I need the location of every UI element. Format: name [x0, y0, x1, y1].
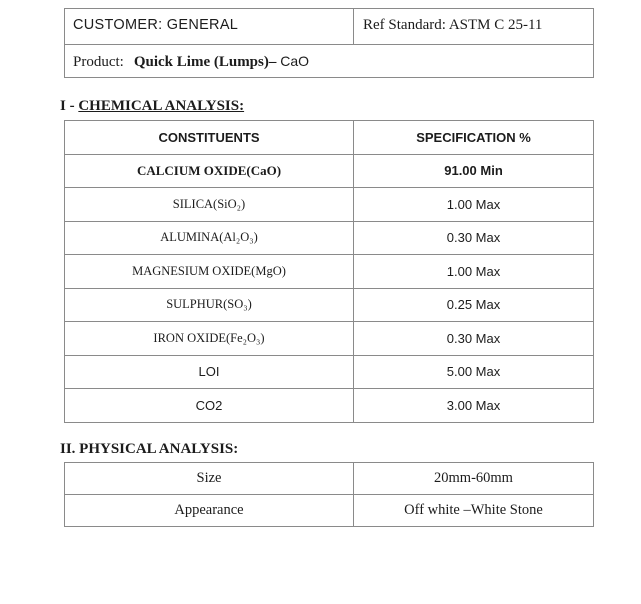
constituent-name: SULPHUR(SO₃): [65, 288, 354, 322]
table-row: [65, 188, 594, 222]
chemical-section-number: I -: [60, 98, 79, 114]
product-line: [73, 53, 309, 71]
property-name: Size: [65, 463, 354, 495]
chemical-analysis-heading: [60, 98, 244, 115]
property-value: 20mm-60mm: [354, 463, 594, 495]
specification-value: 0.30 Max: [354, 322, 594, 356]
product-name: Quick Lime (Lumps)–: [133, 54, 277, 70]
chemical-section-title: CHEMICAL ANALYSIS:: [78, 98, 245, 114]
table-row: [65, 288, 594, 322]
constituent-name: MAGNESIUM OXIDE(MgO): [65, 255, 354, 289]
table-row: [65, 322, 594, 356]
column-header-specification: SPECIFICATION %: [354, 121, 594, 155]
specification-value: 5.00 Max: [354, 355, 594, 389]
physical-analysis-table: [64, 462, 594, 527]
constituent-name: ALUMINA(Al₂O₃): [65, 221, 354, 255]
column-header-constituents: CONSTITUENTS: [65, 121, 354, 155]
product-formula: CaO: [276, 53, 310, 69]
specification-value: 1.00 Max: [354, 255, 594, 289]
ref-standard-label: Ref Standard: ASTM C 25-11: [363, 17, 543, 33]
specification-value: 0.25 Max: [354, 288, 594, 322]
product-label: Product:: [73, 54, 124, 70]
chemical-analysis-table: [64, 120, 594, 423]
property-name: Appearance: [65, 495, 354, 527]
constituent-name: SILICA(SiO₂): [65, 188, 354, 222]
table-row: [65, 221, 594, 255]
specification-value: 0.30 Max: [354, 221, 594, 255]
constituent-name: IRON OXIDE(Fe₂O₃): [65, 322, 354, 356]
specification-value: 3.00 Max: [354, 389, 594, 423]
constituent-name: CO2: [65, 389, 354, 423]
table-row: [65, 154, 594, 188]
table-row: [65, 495, 594, 527]
constituent-name: LOI: [65, 355, 354, 389]
table-row: [65, 255, 594, 289]
property-value: Off white –White Stone: [354, 495, 594, 527]
specification-value: 91.00 Min: [354, 154, 594, 188]
table-header-row: [65, 121, 594, 155]
header-divider: [353, 9, 354, 45]
table-row: [65, 389, 594, 423]
physical-analysis-heading: II. PHYSICAL ANALYSIS:: [60, 441, 239, 457]
specification-value: 1.00 Max: [354, 188, 594, 222]
table-row: [65, 463, 594, 495]
header-box: [64, 8, 594, 78]
customer-label: CUSTOMER: GENERAL: [73, 17, 239, 33]
table-row: [65, 355, 594, 389]
constituent-name: CALCIUM OXIDE(CaO): [65, 154, 354, 188]
